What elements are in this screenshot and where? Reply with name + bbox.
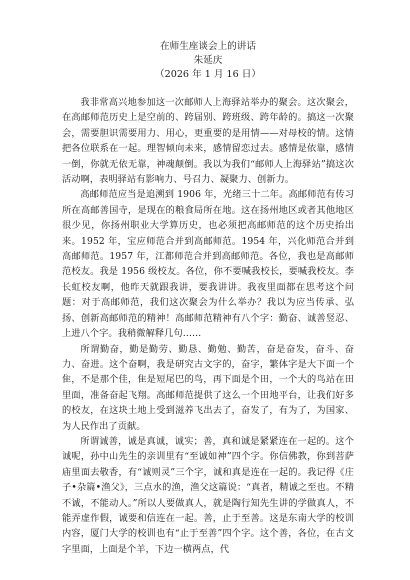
document-date: （2026 年 1 月 16 日） — [155, 69, 261, 80]
document-title: 在师生座谈会上的讲话 — [160, 41, 256, 52]
document — [62, 40, 354, 557]
paragraph-history: 高邮师范应当是追溯到 1906 年，光绪三十二年。高邮师范有传习所在高邮善国寺，是现在的粮食局所在地。这在扬州地区或者其他地区很少见，你扬州职业大学算历史，也必须把高邮师范的这个历史抬出来。1952 年，宝应师范合并到高邮师范。1954 年，兴化师范合并到高邮师范。1957 年，江都师范合并到高邮师范。各位，我也是高邮师范校友。我是 1956 级校友。各位，你不要喊我校长，要喊我校友。李长虹校友啊，他昨天就跟我讲，要我讲讲。我夜里面都在思考这个问题：对于高邮师范，我们这次聚会为什么举办？我以为应当传承、弘扬、创新高邮师范的精神！高邮师范精神有八个字：勤奋、诚善竖忍、上进八个字。我稍微解释几句…… — [62, 189, 354, 340]
paragraph-diligence: 所谓勤奋，勤是勤劳、勤恳、勤勉、勤苦，奋是奋发，奋斗、奋力、奋进。这个奋啊，我是研究古文字的，奋字，繁体字是大下面一个隹，不是那个佳，隹是短尾巴的鸟，再下面是个田，一个大的鸟站在田里面，准备奋起飞翔。高邮师范提供了这么一个田地平台，让我们好多的校友，在这块土地上受到滋养飞出去了，奋发了，有为了，为国家、为人民作出了贡献。 — [62, 343, 354, 432]
document-author: 朱延庆 — [193, 55, 223, 66]
paragraph-sincerity: 所谓诚善，诚是真诚，诚实；善，真和诚是紧紧连在一起的。这个诚呢，孙中山先生的亲训里有“至诚如神”四个字。你信佛教，你到菩萨庙里面去敬香，有“诚则灵”三个字，诚和真是连在一起的。我记得《庄子•杂篇•渔父》，三点水的渔，渔父这篇说：“真者，精诚之至也。不精不诚，不能动人。”所以人要做真人，就是陶行知先生讲的学做真人，不能弄虚作假，诚要和信连在一起。善，止于至善。这是东南大学的校训内容，厦门大学的校训也有“止于至善”四个字。这个善，各位，在古文字里面，上面是个羊，下边一横两点，代 — [62, 435, 354, 555]
paragraph-introduction: 我非常高兴地参加这一次邮师人上海驿站举办的聚会。这次聚会，在高邮师范历史上是空前的、跨届别、跨班级、跨年龄的。搞这一次聚会，需要胆识需要用力、用心，更重要的是用情——对母校的情。这情把各位联系在一起。理智倾向未来，感情留恋过去。感情是依靠，感情一倒，你就无依无靠，神魂颠倒。我以为我们“邮师人上海驿站”搞这次活动啊，表明驿站有影响力、号召力、凝聚力、创新力。 — [62, 97, 354, 186]
